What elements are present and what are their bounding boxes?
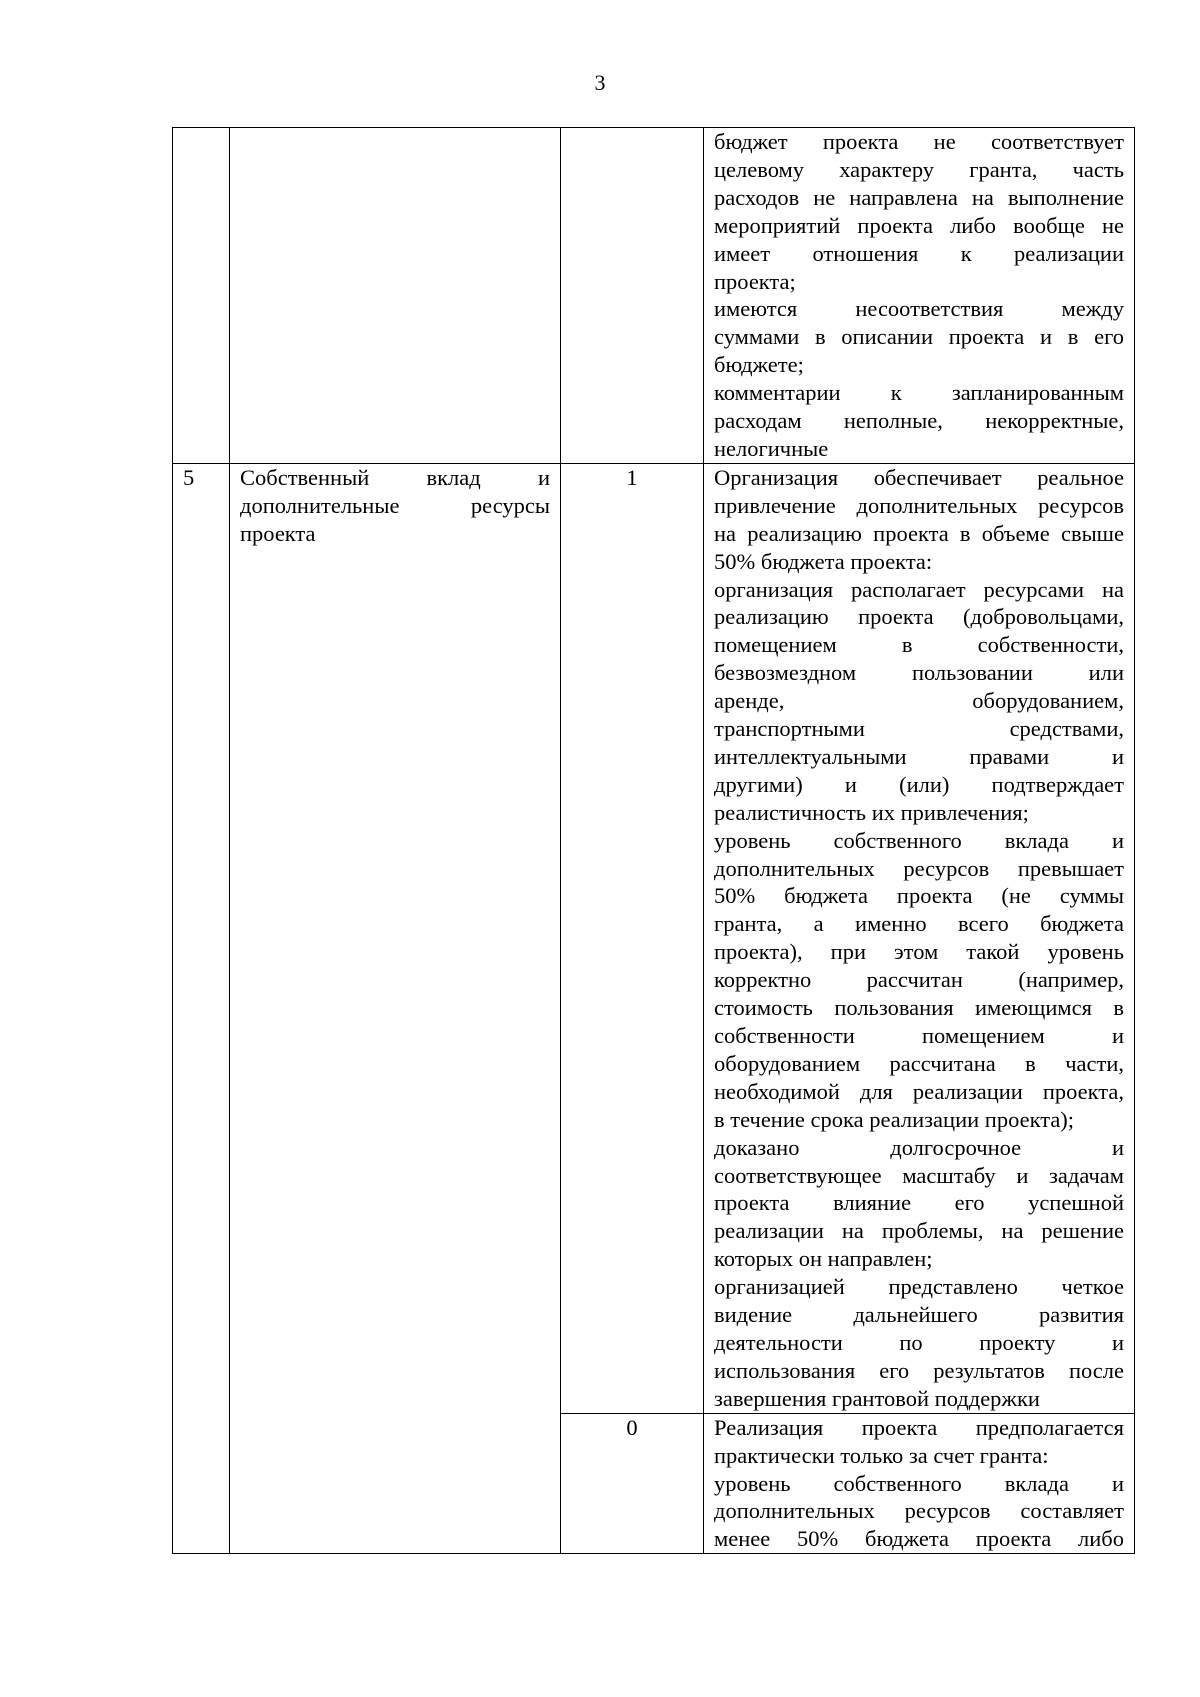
text-line: Собственный вклад и (240, 464, 550, 490)
text-line: транспортными средствами, (714, 716, 1124, 742)
text-line: 50% бюджета проекта (не суммы (714, 883, 1124, 909)
text-line: гранта, а именно всего бюджета (714, 911, 1124, 937)
description-cell (704, 128, 1135, 464)
text-line: реализации на проблемы, на решение (714, 1218, 1124, 1244)
text-line: соответствующее масштабу и задачам (714, 1162, 1124, 1188)
row-number: 5 (183, 464, 195, 490)
text-line: реализацию проекта (добровольцами, (714, 604, 1124, 630)
text-line: деятельности по проекту и (714, 1329, 1124, 1355)
page-number: 3 (594, 70, 606, 95)
text-line: дополнительных ресурсов превышает (714, 855, 1124, 881)
text-line: менее 50% бюджета проекта либо (714, 1526, 1124, 1552)
description-text (714, 128, 1124, 463)
text-line: проекта влияние его успешной (714, 1190, 1124, 1216)
text-line: дополнительные ресурсы (240, 492, 550, 518)
text-line: оборудованием рассчитана в части, (714, 1050, 1124, 1076)
text-line: имеет отношения к реализации (714, 240, 1124, 266)
text-line: интеллектуальными правами и (714, 743, 1124, 769)
text-line: практически только за счет гранта: (714, 1442, 1049, 1468)
text-line: 50% бюджета проекта: (714, 548, 933, 574)
score-cell (561, 463, 704, 1413)
text-line: завершения грантовой поддержки (714, 1385, 1040, 1411)
score-cell (561, 1413, 704, 1554)
text-line: суммами в описании проекта и в его (714, 324, 1124, 350)
text-line: стоимость пользования имеющимся в (714, 995, 1124, 1021)
text-line: доказано долгосрочное и (714, 1134, 1124, 1160)
row-number-cell (173, 128, 230, 464)
text-line: помещением в собственности, (714, 632, 1124, 658)
score-value: 0 (626, 1414, 638, 1440)
text-line: организацией представлено четкое (714, 1274, 1124, 1300)
text-line: использования его результатов после (714, 1357, 1124, 1383)
text-line: проекта (240, 520, 316, 546)
text-line: имеются несоответствия между (714, 296, 1124, 322)
text-line: мероприятий проекта либо вообще не (714, 212, 1124, 238)
text-line: бюджете; (714, 352, 804, 378)
description-cell (704, 463, 1135, 1413)
text-line: уровень собственного вклада и (714, 1470, 1124, 1496)
text-line: в течение срока реализации проекта); (714, 1106, 1075, 1132)
text-line: комментарии к запланированным (714, 380, 1124, 406)
row-number-cell (173, 463, 230, 1553)
text-line: бюджет проекта не соответствует (714, 129, 1124, 154)
table-row (173, 463, 1135, 1413)
text-line: реалистичность их привлечения; (714, 799, 1029, 825)
text-line: дополнительных ресурсов составляет (714, 1498, 1124, 1524)
score-cell (561, 128, 704, 464)
criteria-table (172, 127, 1135, 1554)
text-line: корректно рассчитан (например, (714, 967, 1124, 993)
text-line: которых он направлен; (714, 1246, 933, 1272)
text-line: организация располагает ресурсами на (714, 576, 1124, 602)
text-line: Реализация проекта предполагается (714, 1414, 1124, 1440)
criterion-cell (230, 463, 561, 1553)
text-line: проекта; (714, 268, 796, 294)
text-line: нелогичные (714, 435, 829, 461)
score-value: 1 (626, 464, 638, 490)
text-line: проекта), при этом такой уровень (714, 939, 1124, 965)
text-line: целевому характеру гранта, часть (714, 156, 1124, 182)
text-line: аренде, оборудованием, (714, 688, 1124, 714)
text-line: на реализацию проекта в объеме свыше (714, 520, 1124, 546)
text-line: Организация обеспечивает реальное (714, 464, 1124, 490)
criterion-cell (230, 128, 561, 464)
text-line: собственности помещением и (714, 1023, 1124, 1048)
description-text (714, 464, 1124, 1413)
description-cell (704, 1413, 1135, 1554)
text-line: привлечение дополнительных ресурсов (714, 492, 1124, 518)
text-line: уровень собственного вклада и (714, 827, 1124, 853)
text-line: расходам неполные, некорректные, (714, 408, 1124, 434)
text-line: безвозмездном пользовании или (714, 660, 1124, 686)
text-line: видение дальнейшего развития (714, 1302, 1124, 1328)
text-line: расходов не направлена на выполнение (714, 184, 1124, 210)
text-line: другими) и (или) подтверждает (714, 771, 1124, 797)
criterion-text (240, 464, 550, 548)
description-text (714, 1414, 1124, 1554)
text-line: необходимой для реализации проекта, (714, 1078, 1124, 1104)
table-row (173, 128, 1135, 464)
